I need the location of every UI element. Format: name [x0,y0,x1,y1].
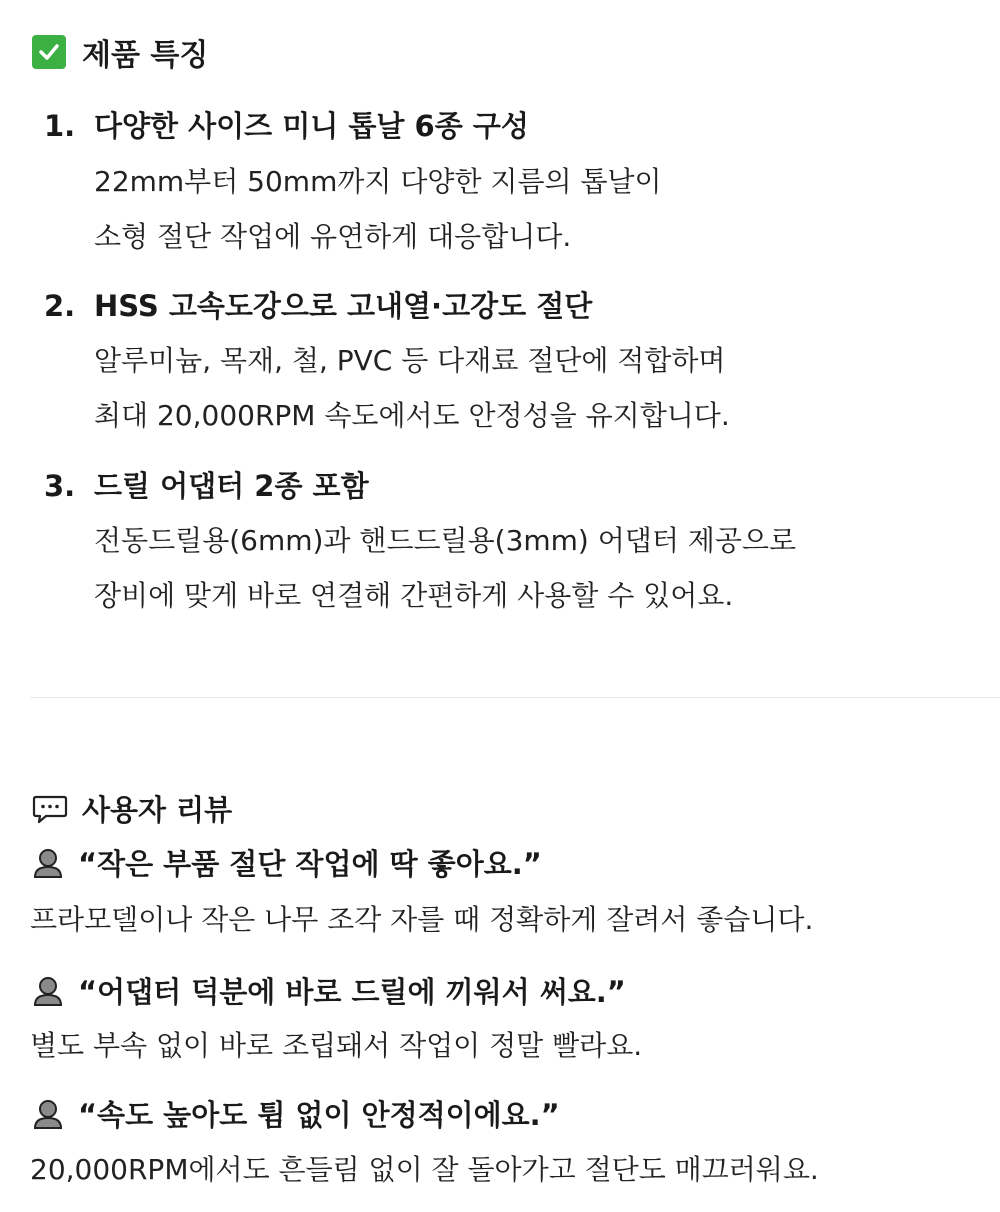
check-mark-icon [32,35,66,69]
feature-number: 3. [44,469,76,503]
review-quote-3 [32,1093,560,1134]
feature-desc-line: 장비에 맞게 바로 연결해 간편하게 사용할 수 있어요. [94,579,734,612]
feature-desc-line: 소형 절단 작업에 유연하게 대응합니다. [94,220,572,253]
feature-title-text: HSS 고속도강으로 고내열·고강도 절단 [94,289,593,323]
user-avatar-icon [32,847,64,879]
review-quote-2 [32,970,626,1011]
review-quote-text: “어댑터 덕분에 바로 드릴에 끼워서 써요.” [78,975,626,1009]
feature-desc-line: 알루미늄, 목재, 철, PVC 등 다재료 절단에 적합하며 [94,344,726,377]
review-quote-1 [32,842,542,883]
features-heading [32,30,208,74]
review-body-text: 20,000RPM에서도 흔들림 없이 잘 돌아가고 절단도 매끄러워요. [30,1153,819,1186]
feature-title-2 [44,284,592,325]
section-divider [30,697,1000,698]
feature-title-text: 드릴 어댑터 2종 포함 [94,469,369,503]
user-avatar-icon [32,975,64,1007]
reviews-heading [32,788,232,829]
feature-desc-line: 최대 20,000RPM 속도에서도 안정성을 유지합니다. [94,399,730,432]
feature-title-text: 다양한 사이즈 미니 톱날 6종 구성 [94,109,529,143]
review-quote-text: “작은 부품 절단 작업에 딱 좋아요.” [78,847,542,881]
reviews-heading-label: 사용자 리뷰 [82,793,233,827]
feature-title-3 [44,464,369,505]
feature-desc-line: 전동드릴용(6mm)과 핸드드릴용(3mm) 어댑터 제공으로 [94,524,796,557]
feature-title-1 [44,104,529,145]
speech-bubble-icon [32,794,68,824]
feature-desc-line: 22mm부터 50mm까지 다양한 지름의 톱날이 [94,165,662,198]
review-body-text: 프라모델이나 작은 나무 조각 자를 때 정확하게 잘려서 좋습니다. [30,903,814,936]
user-avatar-icon [32,1098,64,1130]
features-heading-label: 제품 특징 [82,38,209,73]
feature-number: 1. [44,109,76,143]
feature-number: 2. [44,289,76,323]
review-body-text: 별도 부속 없이 바로 조립돼서 작업이 정말 빨라요. [30,1029,643,1062]
review-quote-text: “속도 높아도 튐 없이 안정적이에요.” [78,1098,560,1132]
